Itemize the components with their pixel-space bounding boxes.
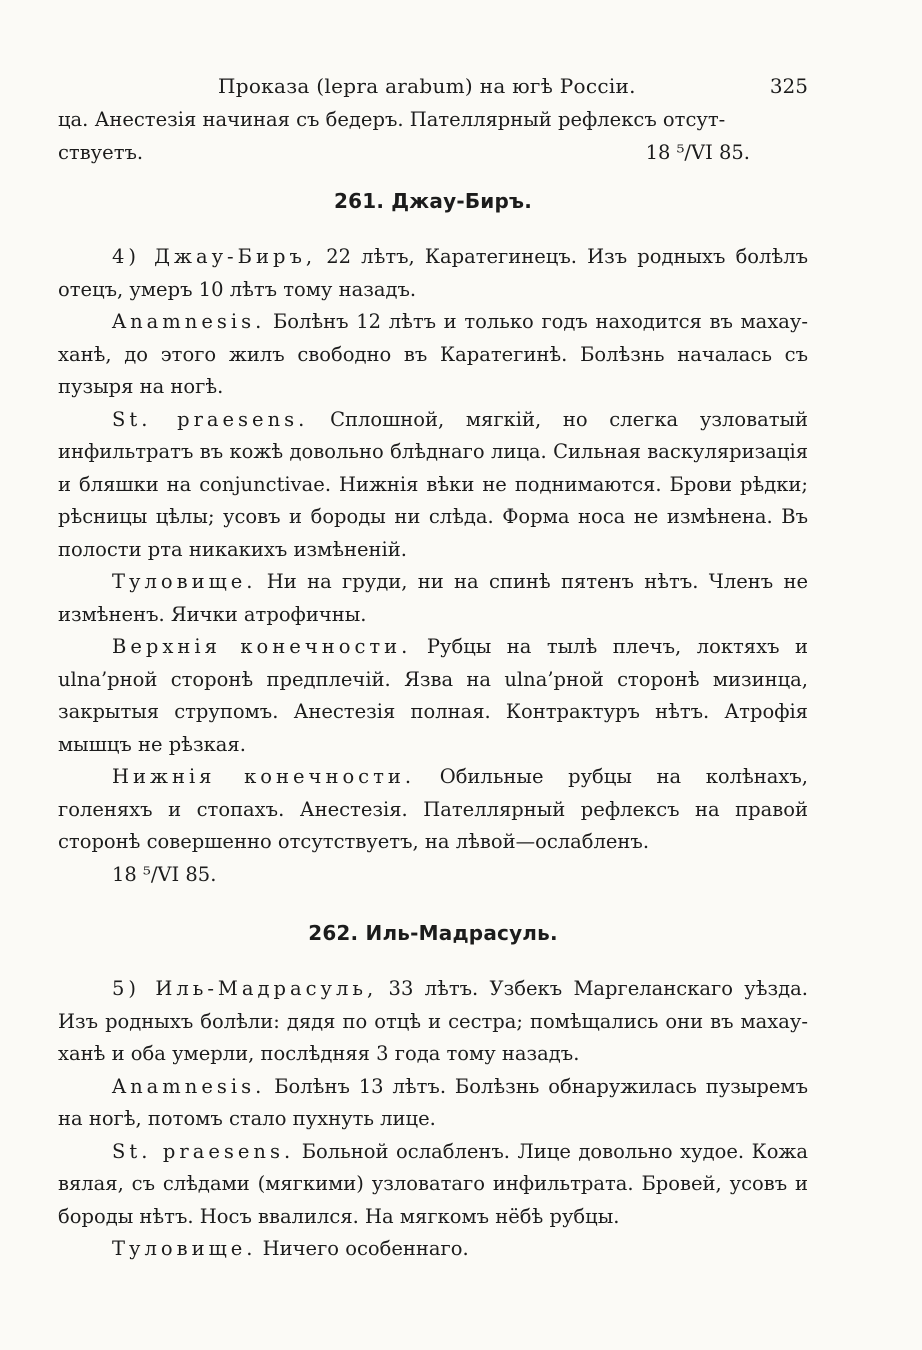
paragraph-text: Болѣнъ 13 лѣтъ. Болѣзнь обнаружилась пузыремъ на ногѣ, потомъ стало пухнуть лице. xyxy=(58,1074,808,1130)
lower-limbs-heading: Нижнія конечности. xyxy=(112,765,416,788)
paragraph-text: Ни на груди, ни на спинѣ пятенъ нѣтъ. Членъ не измѣненъ. Яички атрофичны. xyxy=(58,570,808,626)
running-title: Проказа (lepra arabum) на югѣ Россіи. xyxy=(218,74,636,98)
anamnesis-paragraph xyxy=(58,306,808,404)
paragraph-text: 22 лѣтъ, Каратегинецъ. Изъ родныхъ болѣлъ отецъ, умеръ 10 лѣтъ тому назадъ. xyxy=(58,245,808,301)
continued-date: 18 ⁵/VI 85. xyxy=(645,140,750,164)
paragraph-text: Больной ослабленъ. Лице довольно худое. Кожа вялая, съ слѣдами (мягкими) узловатаго инфильтрата. Бровей, усовъ и бороды нѣтъ. Носъ ввалился. На мягкомъ нёбѣ рубцы. xyxy=(58,1139,808,1228)
section-title-261: 261. Джау-Биръ. xyxy=(333,189,533,213)
torso-paragraph xyxy=(58,1233,808,1266)
anamnesis-heading: Anamnesis. xyxy=(112,1074,266,1098)
upper-limbs-paragraph xyxy=(58,631,808,761)
status-paragraph xyxy=(58,404,808,567)
paragraph-text: Обильные рубцы на колѣнахъ, голеняхъ и стопахъ. Анестезія. Пателлярный рефлексъ на правой сторонѣ совершенно отсутствуетъ, на лѣвой—ослабленъ. xyxy=(58,765,808,853)
status-heading: St. praesens. xyxy=(112,407,309,431)
section-title-262: 262. Иль-Мадрасуль. xyxy=(308,921,558,945)
continued-paragraph xyxy=(58,104,808,169)
continued-line-2: ствуетъ. xyxy=(58,140,144,164)
anamnesis-heading: Anamnesis. xyxy=(112,310,266,333)
anamnesis-paragraph xyxy=(58,1071,808,1136)
upper-limbs-heading: Верхнія конечности. xyxy=(112,635,412,658)
paragraph-text: Сплошной, мягкій, но слегка узловатый инфильтратъ въ кожѣ довольно блѣднаго лица. Сильная васкуляризація и бляшки на conjunctivae. Нижнія вѣки не поднимаются. Брови рѣдки; рѣсницы цѣлы; усовъ и бороды ни слѣда. Форма носа не измѣнена. Въ полости рта никакихъ измѣненій. xyxy=(58,407,808,561)
case-name: 5) Иль-Мадрасуль, xyxy=(112,977,378,1000)
case-date: 18 ⁵/VI 85. xyxy=(112,862,217,886)
lower-limbs-paragraph xyxy=(58,761,808,859)
running-header xyxy=(58,70,808,104)
page-number: 325 xyxy=(769,74,808,98)
continued-line-1: ца. Анестезія начиная съ бедеръ. Пателлярный рефлексъ отсут- xyxy=(58,108,726,131)
case-paragraph xyxy=(58,973,808,1071)
case-paragraph xyxy=(58,241,808,306)
paragraph-text: Болѣнъ 12 лѣтъ и только годъ находится въ махау-ханѣ, до этого жилъ свободно въ Каратегинѣ. Болѣзнь началась съ пузыря на ногѣ. xyxy=(58,310,808,398)
status-heading: St. praesens. xyxy=(112,1139,295,1163)
torso-heading: Туловище. xyxy=(112,1237,257,1260)
status-paragraph xyxy=(58,1136,808,1234)
torso-heading: Туловище. xyxy=(112,570,257,593)
book-page xyxy=(58,70,808,1266)
paragraph-text: Рубцы на тылѣ плечъ, локтяхъ и ulna’рной сторонѣ предплечій. Язва на ulna’рной сторонѣ мизинца, закрытыя струпомъ. Анестезія полная. Контрактуръ нѣтъ. Атрофія мышцъ не рѣзкая. xyxy=(58,635,808,756)
paragraph-text: Ничего особеннаго. xyxy=(256,1237,469,1260)
paragraph-text: 33 лѣтъ. Узбекъ Маргеланскаго уѣзда. Изъ родныхъ болѣли: дядя по отцѣ и сестра; помѣщались они въ махау-ханѣ и оба умерли, послѣдняя 3 года тому назадъ. xyxy=(58,977,808,1065)
torso-paragraph xyxy=(58,566,808,631)
case-name: 4) Джау-Биръ, xyxy=(112,245,317,268)
